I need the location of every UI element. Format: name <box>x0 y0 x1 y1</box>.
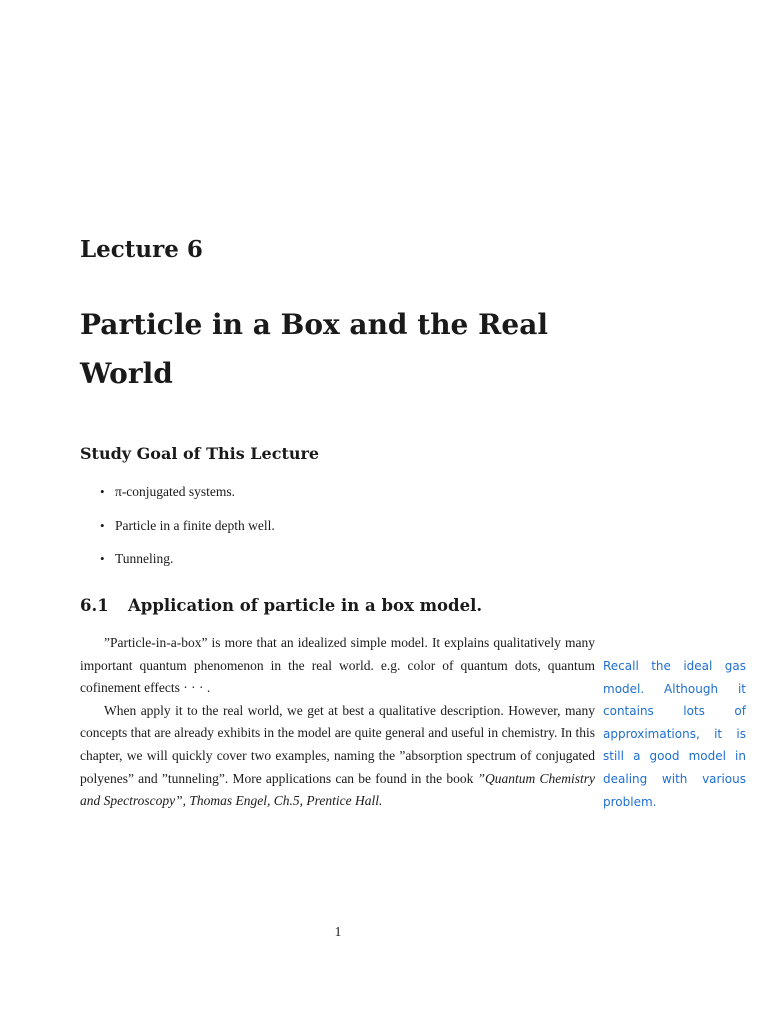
study-goal-text: π-conjugated systems. <box>115 484 236 499</box>
lecture-label: Lecture 6 <box>80 236 203 263</box>
page-title: Particle in a Box and the Real World <box>80 308 548 390</box>
page-number: 1 <box>334 924 342 939</box>
margin-note: Recall the ideal gas model. Although it contains lots of approximations, it is still a good model in dealing with various problem. <box>603 659 746 809</box>
study-goal-text: Tunneling. <box>115 551 174 566</box>
bullet-icon: • <box>100 517 105 533</box>
section-number: 6.1 <box>80 596 109 615</box>
study-goal-heading: Study Goal of This Lecture <box>80 444 320 463</box>
section-title: Application of particle in a box model. <box>128 596 483 615</box>
bullet-icon: • <box>100 551 105 566</box>
book-citation: ”Quantum Chemistry and Spectroscopy”, Thomas Engel, Ch.5, Prentice Hall. <box>80 770 595 809</box>
paragraph <box>80 700 595 813</box>
study-goal-item <box>100 482 275 516</box>
study-goal-item <box>100 516 275 550</box>
paragraph-text: When apply it to the real world, we get at best a qualitative description. However, many concepts that are already exhibits in the model are quite general and useful in chemistry. In this chapter, we will quickly cover two examples, naming the ”absorption spectrum of conjugated polyenes” and ”tunneling”. More applications can be found in the book <box>80 702 595 786</box>
study-goal-text: Particle in a finite depth well. <box>115 517 275 533</box>
study-goal-item <box>100 549 275 583</box>
study-goal-list <box>100 482 275 583</box>
section-heading <box>80 596 482 615</box>
bullet-icon: • <box>100 484 105 499</box>
paragraph: ”Particle-in-a-box” is more that an idealized simple model. It explains qualitatively many important quantum phenomenon in the real world. e.g. color of quantum dots, quantum cofinement effects · · · . <box>80 635 595 696</box>
section-body <box>80 632 595 813</box>
